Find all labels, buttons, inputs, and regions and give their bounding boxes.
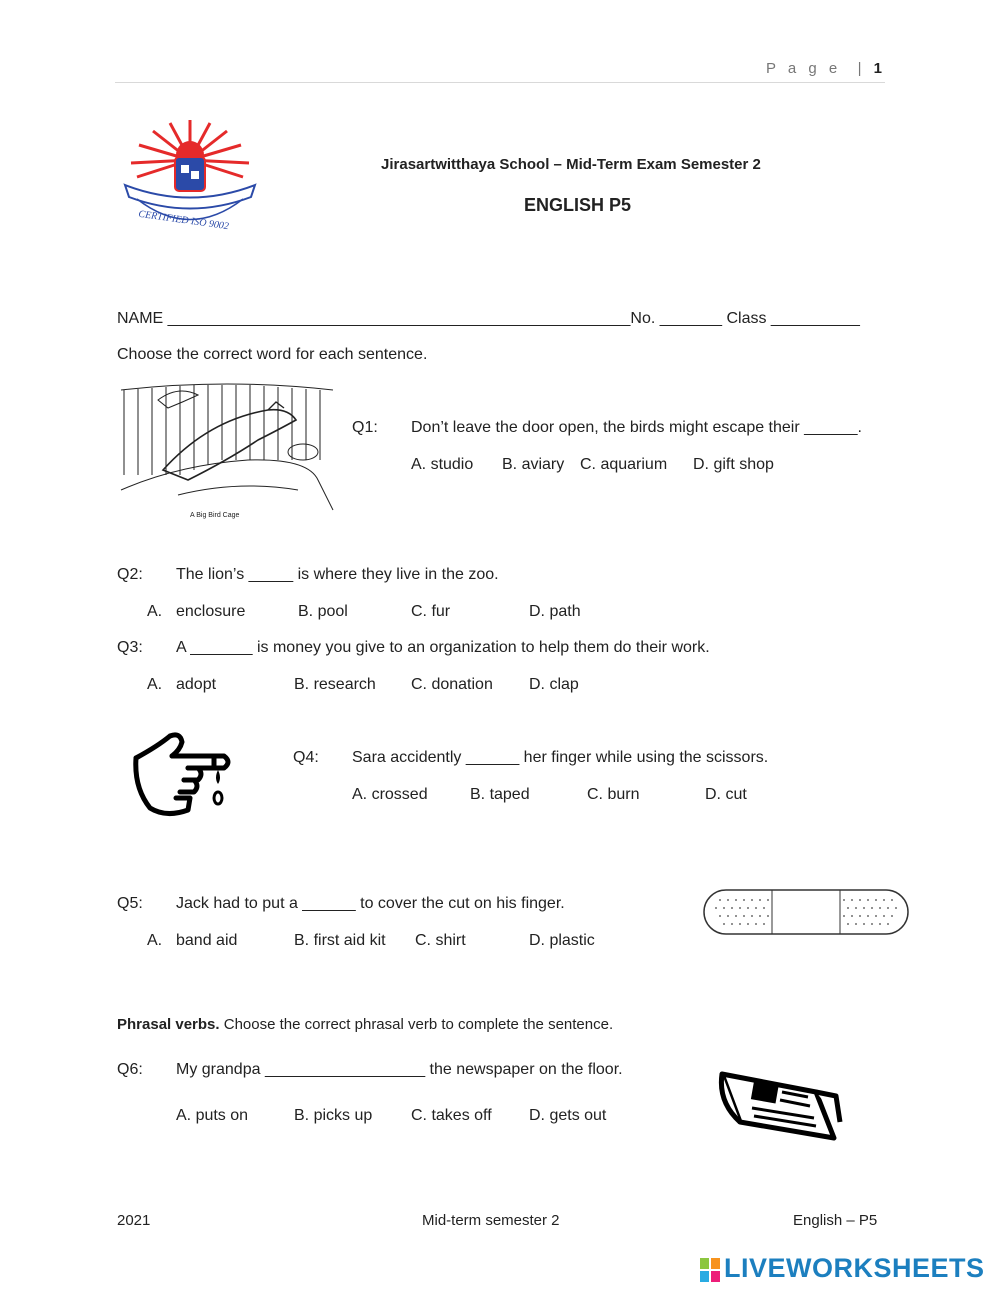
q3-option-a-letter: A. — [147, 676, 163, 693]
q2-text: The lion’s _____ is where they live in the zoo. — [176, 566, 499, 583]
phrasal-heading: Phrasal verbs. — [117, 1016, 220, 1033]
phrasal-instructions — [117, 1016, 613, 1033]
q5-text: Jack had to put a ______ to cover the cut on his finger. — [176, 895, 565, 912]
q5-option-b[interactable]: B. first aid kit — [294, 932, 386, 949]
q1-text: Don’t leave the door open, the birds might escape their ______. — [411, 419, 862, 436]
q6-number: Q6: — [117, 1061, 143, 1078]
q2-option-d[interactable]: D. path — [529, 603, 581, 620]
q5-option-a-letter: A. — [147, 932, 163, 949]
q5-option-d[interactable]: D. plastic — [529, 932, 595, 949]
q6-option-b[interactable]: B. picks up — [294, 1107, 373, 1124]
instructions: Choose the correct word for each sentence. — [117, 346, 428, 363]
subject-title: ENGLISH P5 — [524, 195, 632, 215]
school-logo — [115, 115, 265, 240]
logo-ring-text: CERTIFIED ISO 9002 — [137, 208, 230, 233]
q1-option-a[interactable]: A. studio — [411, 456, 474, 473]
q1-option-d[interactable]: D. gift shop — [693, 456, 774, 473]
band-aid-image — [702, 886, 910, 938]
q4-option-b[interactable]: B. taped — [470, 786, 530, 803]
q2-option-b[interactable]: B. pool — [298, 603, 348, 620]
q3-option-a[interactable]: adopt — [176, 676, 217, 693]
page-header: P a g e | 1 — [765, 60, 882, 77]
bird-cage-image — [118, 380, 336, 525]
q3-option-b[interactable]: B. research — [294, 676, 376, 693]
q4-number: Q4: — [293, 749, 319, 766]
bird-cage-caption: A Big Bird Cage — [190, 512, 240, 519]
q1-number: Q1: — [352, 419, 378, 436]
q6-text: My grandpa __________________ the newspaper on the floor. — [176, 1061, 623, 1078]
q4-option-c[interactable]: C. burn — [587, 786, 640, 803]
q5-option-a[interactable]: band aid — [176, 932, 238, 949]
liveworksheets-watermark — [700, 1253, 985, 1284]
q6-option-c[interactable]: C. takes off — [411, 1107, 492, 1124]
q3-option-d[interactable]: D. clap — [529, 676, 579, 693]
footer-year: 2021 — [117, 1212, 151, 1229]
q4-option-d[interactable]: D. cut — [705, 786, 747, 803]
q4-text: Sara accidently ______ her finger while using the scissors. — [352, 749, 769, 766]
liveworksheets-brand: LIVEWORKSHEETS — [724, 1253, 985, 1283]
q6-option-d[interactable]: D. gets out — [529, 1107, 607, 1124]
page-number: 1 — [873, 60, 882, 77]
header-divider — [115, 82, 885, 83]
q2-option-a[interactable]: enclosure — [176, 603, 246, 620]
q3-text: A _______ is money you give to an organization to help them do their work. — [176, 639, 710, 656]
q2-option-a-letter: A. — [147, 603, 163, 620]
footer-subject: English – P5 — [793, 1212, 878, 1229]
q3-option-c[interactable]: C. donation — [411, 676, 493, 693]
q5-number: Q5: — [117, 895, 143, 912]
student-info-line: NAME ____________________________________________________No. _______ Class __________ — [117, 310, 860, 327]
newspaper-icon — [716, 1062, 844, 1142]
cut-finger-icon — [128, 728, 238, 818]
q2-option-c[interactable]: C. fur — [411, 603, 451, 620]
phrasal-text: Choose the correct phrasal verb to complete the sentence. — [219, 1016, 614, 1033]
q3-number: Q3: — [117, 639, 143, 656]
page-label: P a g e — [765, 60, 842, 77]
footer-center: Mid-term semester 2 — [422, 1212, 560, 1229]
q6-option-a[interactable]: A. puts on — [176, 1107, 249, 1124]
q5-option-c[interactable]: C. shirt — [415, 932, 466, 949]
q1-option-c[interactable]: C. aquarium — [580, 456, 668, 473]
school-title: Jirasartwitthaya School – Mid-Term Exam Semester 2 — [381, 156, 761, 173]
q4-option-a[interactable]: A. crossed — [352, 786, 428, 803]
q2-number: Q2: — [117, 566, 143, 583]
liveworksheets-logo-icon — [700, 1258, 720, 1282]
q1-option-b[interactable]: B. aviary — [502, 456, 565, 473]
